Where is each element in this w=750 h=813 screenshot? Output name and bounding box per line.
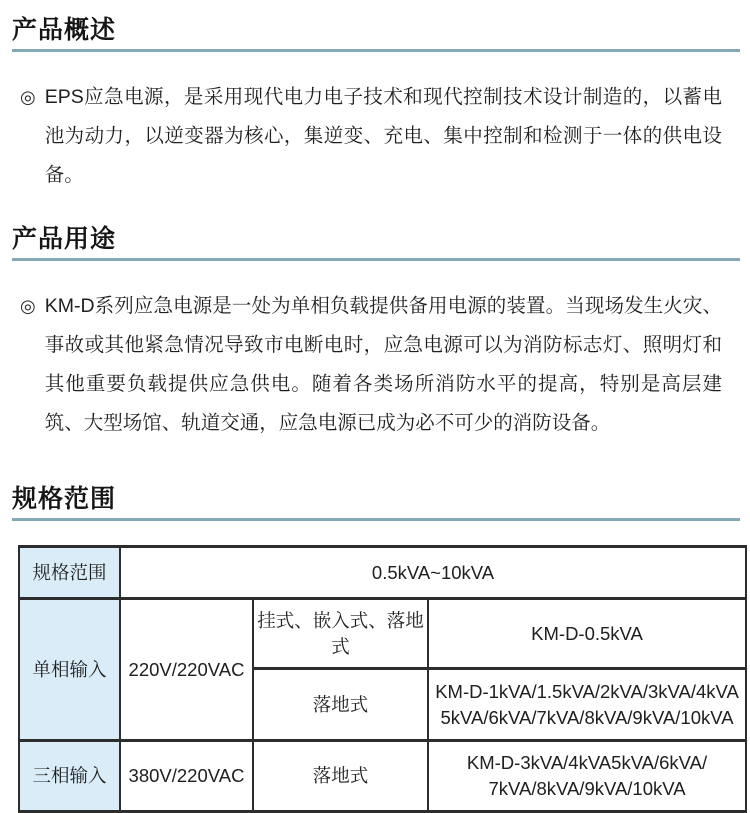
section-overview-header <box>12 14 740 52</box>
single-phase-model1-cell: KM-D-0.5kVA <box>428 599 746 669</box>
model-list-line: KM-D-3kVA/4kVA5kVA/6kVA/ <box>466 752 708 773</box>
usage-text: KM-D系列应急电源是一处为单相负载提供备用电源的装置。当现场发生火灾、事故或其他紧急情况导致市电断电时，应急电源可以为消防标志灯、照明灯和其他重要负载提供应急供电。随着各类场所消防水平的提高，特别是高层建筑、大型场馆、轨道交通，应急电源已成为必不可少的消防设备。 <box>44 295 722 434</box>
three-phase-type-cell: 落地式 <box>253 741 428 812</box>
three-phase-voltage-cell: 380V/220VAC <box>120 741 253 812</box>
single-phase-voltage-cell: 220V/220VAC <box>120 599 253 741</box>
single-phase-label-cell: 单相输入 <box>19 599 120 741</box>
spec-table-container <box>18 545 740 813</box>
three-phase-model-cell <box>428 741 746 812</box>
bullet-icon: ◎ <box>20 296 36 316</box>
table-row <box>19 599 746 669</box>
section-specs-header <box>12 483 740 521</box>
model-list-line: KM-D-1kVA/1.5kVA/2kVA/3kVA/4kVA <box>435 680 739 702</box>
range-value-cell: 0.5kVA~10kVA <box>120 547 746 599</box>
overview-text: EPS应急电源，是采用现代电力电子技术和现代控制技术设计制造的，以蓄电池为动力，以逆变器为核心，集逆变、充电、集中控制和检测于一体的供电设备。 <box>44 86 722 186</box>
single-phase-model2-cell <box>428 669 746 741</box>
three-phase-label-cell: 三相输入 <box>19 741 120 812</box>
bullet-icon: ◎ <box>20 87 36 107</box>
overview-paragraph <box>12 78 740 195</box>
section-rule-overview <box>12 49 740 52</box>
section-title-specs: 规格范围 <box>12 485 117 513</box>
single-phase-type2-cell: 落地式 <box>253 669 428 741</box>
range-label-cell: 规格范围 <box>19 547 120 599</box>
spec-table <box>18 545 747 813</box>
section-usage-header <box>12 223 740 261</box>
usage-paragraph <box>12 287 740 443</box>
section-rule-usage <box>12 258 740 261</box>
model-list-line: 7kVA/8kVA/9kVA/10kVA <box>488 778 686 799</box>
table-row <box>19 547 746 599</box>
single-phase-type1-cell: 挂式、嵌入式、落地式 <box>253 599 428 669</box>
model-list-line: 5kVA/6kVA/7kVA/8kVA/9kVA/10kVA <box>440 706 734 728</box>
table-row <box>19 741 746 812</box>
section-title-usage: 产品用途 <box>12 225 117 253</box>
section-rule-specs <box>12 518 740 521</box>
section-title-overview: 产品概述 <box>12 16 117 44</box>
